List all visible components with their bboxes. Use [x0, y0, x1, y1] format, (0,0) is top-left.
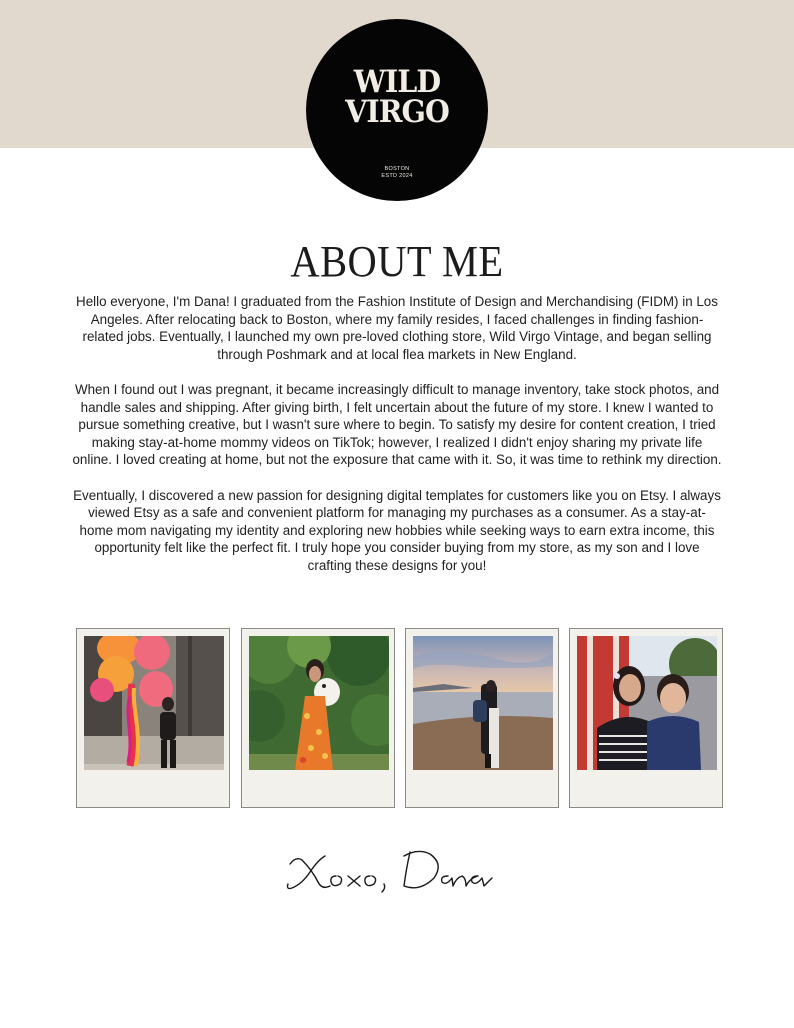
page-title: ABOUT ME	[290, 237, 504, 286]
balloons-image	[84, 636, 224, 770]
mother-son-image	[577, 636, 717, 770]
logo-sub-line: ESTD 2024	[381, 173, 413, 179]
polaroid-frame	[76, 628, 230, 808]
about-body	[72, 293, 722, 592]
logo-line: WILD	[353, 64, 441, 100]
wild-virgo-logo	[306, 19, 488, 201]
logo-sub-line: BOSTON	[384, 166, 410, 172]
logo-tagline	[306, 166, 488, 180]
photo-beach	[413, 636, 553, 770]
beach-image	[413, 636, 553, 770]
signature	[0, 830, 794, 900]
photo-mother-son	[577, 636, 717, 770]
logo-wordmark	[313, 64, 480, 130]
about-paragraph: Eventually, I discovered a new passion for designing digital templates for customers like you on Etsy. I always viewed Etsy as a safe and convenient platform for managing my purchases as a consumer. As a stay-at-home mom navigating my identity and exploring new hobbies while seeking ways to earn extra income, this opportunity felt like the perfect fit. I truly hope you consider buying from my store, as my son and I love crafting these designs for you!	[73, 487, 721, 573]
polaroid-frame	[241, 628, 395, 808]
photo-garden	[249, 636, 389, 770]
polaroid-frame	[405, 628, 559, 808]
signature-script	[0, 830, 794, 900]
polaroid-frame	[569, 628, 723, 808]
photo-balloons	[84, 636, 224, 770]
garden-image	[249, 636, 389, 770]
about-paragraph: Hello everyone, I'm Dana! I graduated from the Fashion Institute of Design and Merchandising (FIDM) in Los Angeles. After relocating back to Boston, where my family resides, I faced challenges in finding fashion-related jobs. Eventually, I launched my own pre-loved clothing store, Wild Virgo Vintage, and began selling through Poshmark and at local flea markets in New England.	[76, 294, 718, 362]
about-paragraph: When I found out I was pregnant, it became increasingly difficult to manage inventory, take stock photos, and handle sales and shipping. After giving birth, I felt uncertain about the future of my store. I knew I wanted to pursue something creative, but I wasn't sure where to begin. To satisfy my desire for content creation, I tried making stay-at-home mommy videos on TikTok; however, I realized I didn't enjoy sharing my private life online. I loved creating at home, but not the exposure that came with it. So, it was time to rethink my direction.	[72, 381, 722, 468]
logo-line: VIRGO	[345, 94, 449, 130]
